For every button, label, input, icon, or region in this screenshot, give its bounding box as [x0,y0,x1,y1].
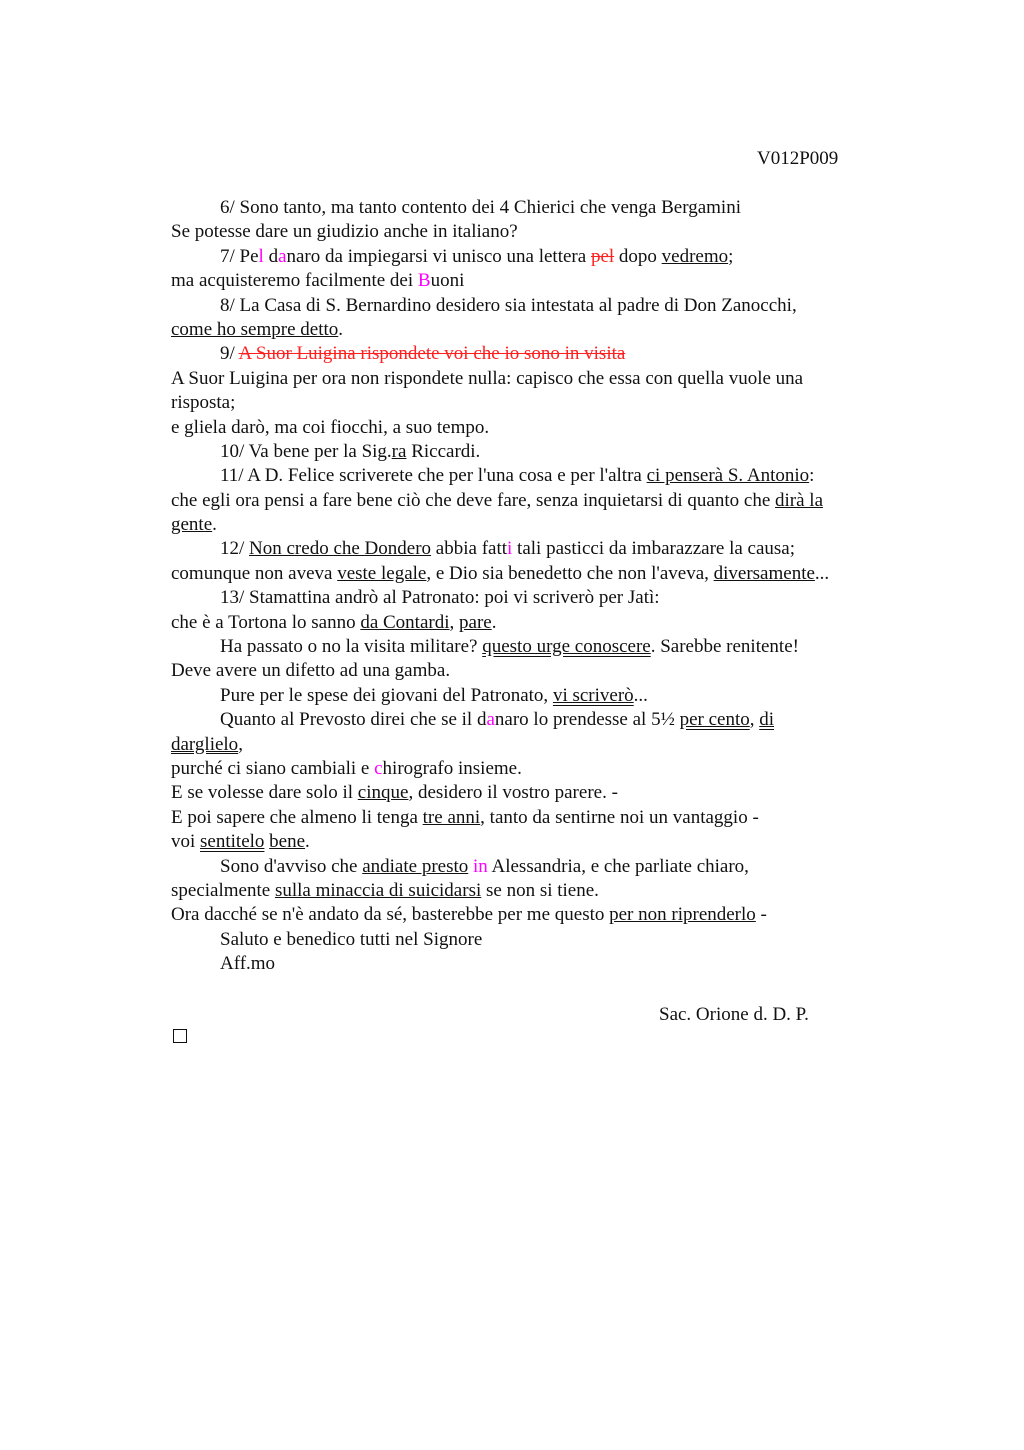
text-line: 9/ A Suor Luigina rispondete voi che io sono in visita [220,343,626,365]
text-line: 10/ Va bene per la Sig.ra Riccardi. [220,440,481,462]
text-line: Sono d'avviso che andiate presto in Alessandria, e che parliate chiaro, [220,855,749,877]
double-underlined-text: di [759,709,775,731]
text-line: Saluto e benedico tutti nel Signore [220,928,483,950]
underlined-text: per non riprenderlo [609,904,756,926]
underlined-text: Non credo che Dondero [249,538,432,560]
text-line: comunque non aveva veste legale, e Dio sia benedetto che non l'aveva, diversamente... [171,562,830,584]
underlined-text: bene [269,831,306,853]
deleted-text: A Suor Luigina rispondete voi che io sono in visita [238,343,626,365]
inserted-text: l [258,245,264,267]
text-line: che è a Tortona lo sanno da Contardi, pare. [171,611,497,633]
text-line: Pure per le spese dei giovani del Patronato, vi scriverò... [220,684,648,706]
underlined-text: da Contardi [360,611,450,633]
text-line: Quanto al Prevosto direi che se il danaro lo prendesse al 5½ per cento, di [220,709,775,731]
double-underlined-text: darglielo [171,733,239,755]
text-line: Ora dacché se n'è andato da sé, basterebbe per me questo per non riprenderlo - [171,904,767,926]
underlined-text: dirà la [775,489,824,511]
underlined-text: veste legale [337,562,427,584]
letter-body [171,196,891,977]
double-underlined-text: questo urge conoscere [482,636,651,658]
text-line: purché ci siano cambiali e chirografo insieme. [171,757,522,779]
underlined-text: cinque [357,782,409,804]
double-underlined-text: sentitelo [200,831,265,853]
text-line: voi sentitelo bene. [171,831,310,853]
text-line: A Suor Luigina per ora non rispondete nulla: capisco che essa con quella vuole una [171,367,804,389]
inserted-text: in [473,855,488,877]
underlined-text: diversamente [713,562,815,584]
text-line: 6/ Sono tanto, ma tanto contento dei 4 Chierici che venga Bergamini [220,197,741,218]
text-line: darglielo, [171,733,243,755]
underlined-text: ci penserà S. Antonio [646,465,810,487]
text-line: E se volesse dare solo il cinque, desidero il vostro parere. - [171,782,618,804]
text-line: risposta; [171,392,236,414]
text-line: E poi sapere che almeno li tenga tre anni, tanto da sentirne noi un vantaggio - [171,806,759,828]
end-square-icon [173,1029,187,1043]
signature: Sac. Orione d. D. P. [659,1004,809,1025]
document-code: V012P009 [757,148,839,169]
text-line: 13/ Stamattina andrò al Patronato: poi vi scriverò per Jatì: [220,587,660,609]
double-underlined-text: per cento [679,709,750,731]
text-line: 12/ Non credo che Dondero abbia fatti tali pasticci da imbarazzare la causa; [220,538,796,560]
double-underlined-text: vi scriverò [552,684,634,706]
underlined-text: come ho sempre detto [171,318,339,340]
text-line: e gliela darò, ma coi fiocchi, a suo tempo. [171,416,490,438]
text-line: Ha passato o no la visita militare? questo urge conoscere. Sarebbe renitente! [220,636,799,658]
underlined-text: tre anni [422,806,481,828]
text-line: che egli ora pensi a fare bene ciò che deve fare, senza inquietarsi di quanto che dirà la [171,489,824,511]
underlined-text: vedremo [661,245,729,267]
deleted-text: pel [590,245,615,267]
underlined-text: sulla minaccia di suicidarsi [274,879,482,901]
inserted-text: a [486,709,495,731]
underlined-text: ra [391,440,407,462]
inserted-text: i [507,538,513,560]
text-line: Deve avere un difetto ad una gamba. [171,660,451,682]
text-line: gente. [171,514,217,536]
inserted-text: B [417,270,431,292]
text-line: Aff.mo [220,953,276,975]
underlined-text: pare [459,611,492,633]
text-line: Se potesse dare un giudizio anche in italiano? [171,221,518,243]
text-line: specialmente sulla minaccia di suicidarsi se non si tiene. [171,879,599,901]
text-line: 8/ La Casa di S. Bernardino desidero sia intestata al padre di Don Zanocchi, [220,294,797,316]
inserted-text: c [374,757,383,779]
text-line: ma acquisteremo facilmente dei Buoni [171,270,465,292]
text-line: 11/ A D. Felice scriverete che per l'una cosa e per l'altra ci penserà S. Antonio: [220,465,815,487]
underlined-text: gente [171,514,213,536]
text-line: 7/ Pel danaro da impiegarsi vi unisco una lettera pel dopo vedremo; [220,245,734,267]
underlined-text: andiate presto [362,855,469,877]
inserted-text: a [278,245,287,267]
text-line: come ho sempre detto. [171,318,344,340]
